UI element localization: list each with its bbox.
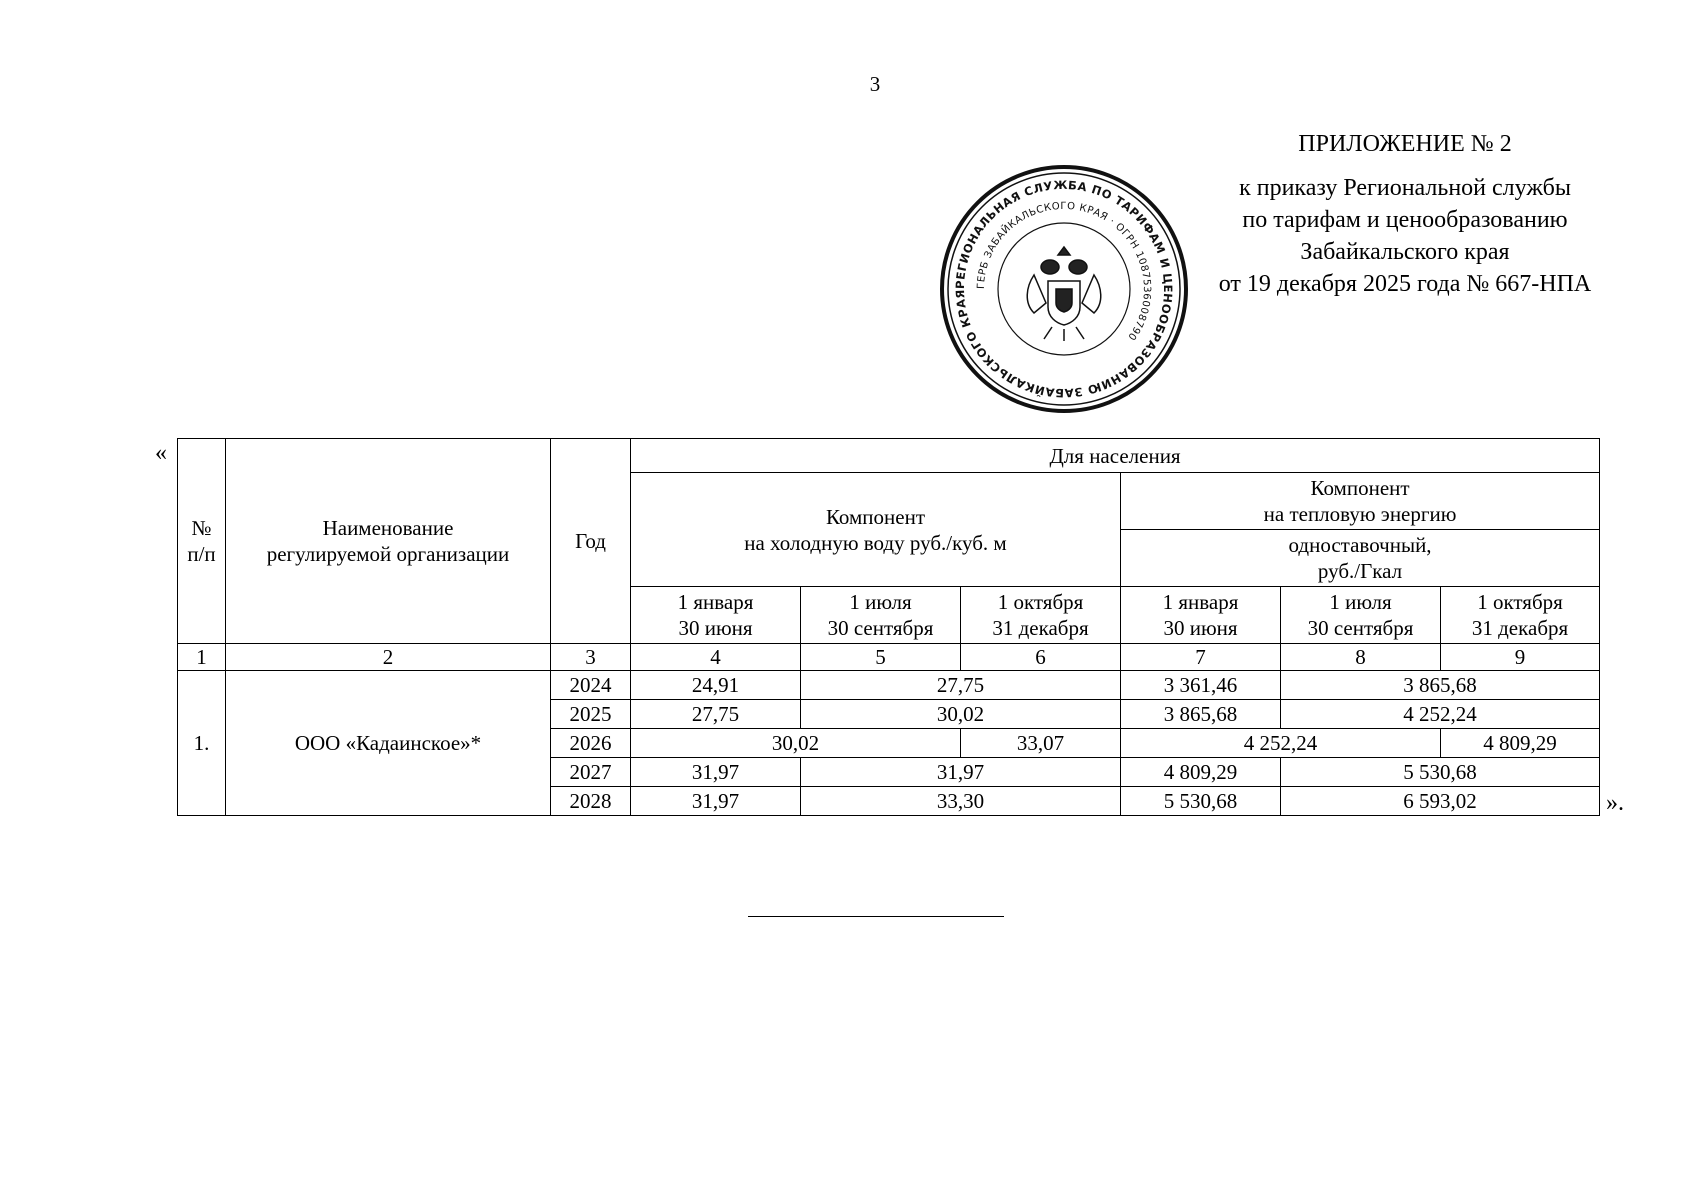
water-value: 33,07 xyxy=(961,729,1121,758)
org-name: ООО «Кадаинское»* xyxy=(226,671,551,816)
water-value: 27,75 xyxy=(631,700,801,729)
appendix-line-date: от 19 декабря 2025 года № 667-НПА xyxy=(1218,271,1592,297)
appendix-line-service: по тарифам и ценообразованию xyxy=(1242,207,1568,233)
row-year: 2024 xyxy=(551,671,631,700)
header-population: Для населения xyxy=(631,439,1600,473)
appendix-title: ПРИЛОЖЕНИЕ № 2 xyxy=(1298,131,1512,157)
water-value: 27,75 xyxy=(801,671,1121,700)
heat-value: 3 865,68 xyxy=(1121,700,1281,729)
column-number: 5 xyxy=(801,644,961,671)
column-number: 6 xyxy=(961,644,1121,671)
header-row-number: № п/п xyxy=(178,439,226,644)
heat-value: 3 361,46 xyxy=(1121,671,1281,700)
water-value: 33,30 xyxy=(801,787,1121,816)
opening-quote: « xyxy=(155,440,167,466)
header-heat-component: Компонент на тепловую энергию xyxy=(1121,473,1600,530)
end-divider-line xyxy=(748,916,1004,917)
water-value: 30,02 xyxy=(801,700,1121,729)
page-number: 3 xyxy=(869,72,881,96)
heat-value: 5 530,68 xyxy=(1121,787,1281,816)
water-value: 30,02 xyxy=(631,729,961,758)
header-cold-water-component: Компонент на холодную воду руб./куб. м xyxy=(631,473,1121,587)
header-organization-name: Наименование регулируемой организации xyxy=(226,439,551,644)
heat-value: 4 809,29 xyxy=(1121,758,1281,787)
header-period: 1 октября 31 декабря xyxy=(961,587,1121,644)
svg-text:ГЕРБ ЗАБАЙКАЛЬСКОГО КРАЯ · ОГР xyxy=(976,201,1152,342)
water-value: 31,97 xyxy=(801,758,1121,787)
appendix-line-order: к приказу Региональной службы xyxy=(1239,175,1571,201)
appendix-line-region: Забайкальского края xyxy=(1300,239,1510,265)
heat-value: 4 252,24 xyxy=(1121,729,1441,758)
water-value: 31,97 xyxy=(631,787,801,816)
closing-quote: ». xyxy=(1606,790,1624,816)
column-number: 4 xyxy=(631,644,801,671)
table-row xyxy=(178,671,1600,700)
column-number: 3 xyxy=(551,644,631,671)
heat-value: 4 252,24 xyxy=(1281,700,1600,729)
row-year: 2025 xyxy=(551,700,631,729)
double-headed-eagle-emblem xyxy=(1027,247,1101,341)
header-single-rate: одноставочный, руб./Гкал xyxy=(1121,530,1600,587)
water-value: 24,91 xyxy=(631,671,801,700)
heat-value: 4 809,29 xyxy=(1441,729,1600,758)
header-period: 1 июля 30 сентября xyxy=(1281,587,1441,644)
header-period: 1 июля 30 сентября xyxy=(801,587,961,644)
heat-value: 3 865,68 xyxy=(1281,671,1600,700)
official-seal-stamp xyxy=(938,163,1190,415)
appendix-header xyxy=(1195,128,1615,300)
column-number: 1 xyxy=(178,644,226,671)
row-year: 2027 xyxy=(551,758,631,787)
org-number: 1. xyxy=(178,671,226,816)
header-year: Год xyxy=(551,439,631,644)
header-period: 1 января 30 июня xyxy=(631,587,801,644)
seal-outer-text: РЕГИОНАЛЬНАЯ СЛУЖБА ПО ТАРИФАМ И ЦЕНООБРАЗОВАНИЮ ЗАБАЙКАЛЬСКОГО КРАЯ xyxy=(952,177,1176,401)
seal-inner-text: ГЕРБ ЗАБАЙКАЛЬСКОГО КРАЯ · ОГРН 1087536008790 xyxy=(975,200,1153,343)
column-number: 8 xyxy=(1281,644,1441,671)
row-year: 2026 xyxy=(551,729,631,758)
heat-value: 5 530,68 xyxy=(1281,758,1600,787)
header-period: 1 октября 31 декабря xyxy=(1441,587,1600,644)
header-period: 1 января 30 июня xyxy=(1121,587,1281,644)
column-number: 9 xyxy=(1441,644,1600,671)
water-value: 31,97 xyxy=(631,758,801,787)
tariff-table xyxy=(177,438,1600,816)
column-number: 2 xyxy=(226,644,551,671)
heat-value: 6 593,02 xyxy=(1281,787,1600,816)
row-year: 2028 xyxy=(551,787,631,816)
column-number: 7 xyxy=(1121,644,1281,671)
